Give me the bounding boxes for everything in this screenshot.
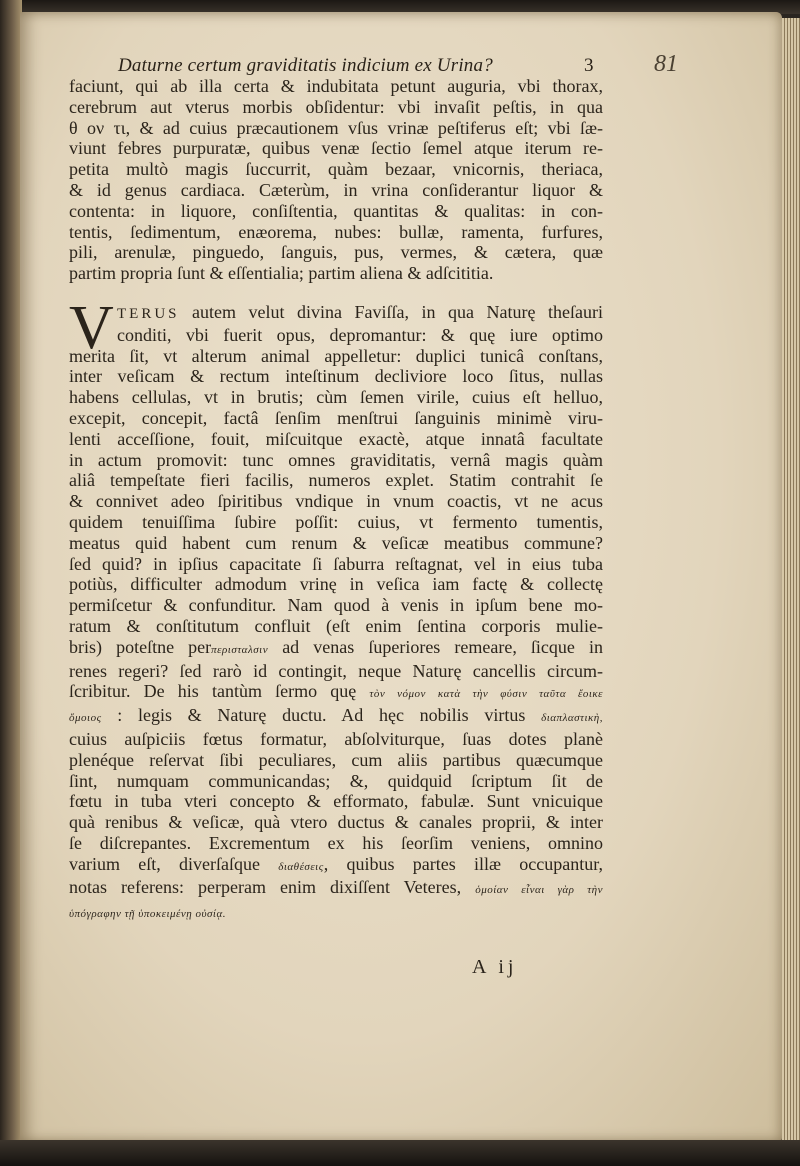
page-number: 3: [584, 55, 594, 76]
text-fragment: autem velut divina Faviſſa, in qua Naturę theſauri: [192, 301, 603, 322]
text-fragment: varium eſt, diverſaſque: [69, 853, 260, 874]
greek-word: ὅμοιος: [69, 712, 102, 725]
text-line: [69, 705, 603, 729]
drop-cap-lines: [69, 302, 603, 346]
text-line: & id genus cardiaca. Cæterùm, in vrina conſiderantur liquor &: [69, 179, 603, 200]
text-line: [69, 901, 603, 925]
text-line: quà renibus & veſicæ, quà vtero ductus & canales proprii, & inter: [69, 812, 603, 833]
text-line: conditi, vbi fuerit opus, depromantur: & quę iure optimo: [117, 324, 603, 345]
text-line: [69, 877, 603, 901]
text-fragment: : legis & Naturę ductu. Ad hęc nobilis virtus: [117, 705, 526, 726]
text-line: ſint, numquam communicandas; &, quidquid ſcriptum ſit de: [69, 770, 603, 791]
greek-phrase: ὁμοίαν εἶναι γὰρ τὴν: [475, 884, 604, 897]
text-line: [69, 637, 603, 661]
drop-cap: V: [69, 293, 114, 362]
small-caps-word: TERUS: [117, 305, 180, 322]
paragraph-1: [69, 76, 603, 284]
greek-phrase: τὸν νόμον κατὰ τὴν φύσιν ταῦτα ἔοικε: [369, 688, 604, 701]
handwritten-folio-number: 81: [654, 51, 678, 77]
text-line: renes regeri? ſed rarò id contingit, neque Naturę cancellis circum-: [69, 660, 603, 681]
text-fragment: ad venas ſuperiores remeare, ſicque in: [282, 636, 604, 657]
text-line: ſed quid? in ipſius capacitate ſi ſaburra reſtagnat, vel in eius tuba: [69, 553, 603, 574]
text-line: cuius auſpiciis fœtus formatur, abſolviturque, ſuas dotes planè: [69, 728, 603, 749]
running-title: Daturne certum graviditatis indicium ex Urina?: [118, 55, 493, 76]
text-line: [117, 302, 603, 325]
text-line: lenti acceſſione, fouit, miſcuitque exactè, atque innatâ facultate: [69, 428, 603, 449]
text-line: petita multò magis ſuccurrit, quàm bezaar, vnicornis, theriaca,: [69, 159, 603, 180]
text-line: habens cellulas, vt in brutis; cùm ſemen virile, cuius eſt helluo,: [69, 387, 603, 408]
greek-phrase: ὑπόγραφην τῇ ὑποκειμένῃ οὐσίᾳ.: [69, 908, 226, 921]
book-spine: [0, 0, 22, 1166]
text-line: [69, 854, 603, 878]
text-fragment: , quibus partes illæ occupantur,: [323, 853, 603, 874]
text-line: in actum promovit: tunc omnes graviditatis, vernâ magis quàm: [69, 449, 603, 470]
text-fragment: bris) poteſtne per: [69, 636, 212, 657]
text-line: permiſcetur & confunditur. Nam quod à venis in ipſum bene mo-: [69, 595, 603, 616]
text-fragment: notas referens: perperam enim dixiſſent Veteres,: [69, 877, 462, 898]
greek-word: περισταλσιν: [211, 643, 269, 656]
text-line: aliâ tempeſtate fieri facilis, numeros explet. Statim contrahit ſe: [69, 470, 603, 491]
text-line: [69, 681, 603, 705]
text-line: merita ſit, vt alterum animal appelletur: duplici tunicâ conſtans,: [69, 345, 603, 366]
text-line: cerebrum aut vterus morbis obſidentur: vbi invaſit peſtis, in qua: [69, 96, 603, 117]
text-line: partim propria ſunt & eſſentialia; partim aliena & adſcititia.: [69, 263, 494, 284]
text-line: pili, arenulæ, pinguedo, ſanguis, pus, vermes, & cætera, quæ: [69, 242, 603, 263]
text-line: fœtu in tuba vteri concepto & efformato, fabulæ. Sunt vnicuique: [69, 791, 603, 812]
text-line: faciunt, qui ab illa certa & indubitata petunt auguria, vbi thorax,: [69, 76, 603, 96]
text-line: quidem tenuiſſima ſubire poſſit: cuius, vt fermento tumentis,: [69, 511, 603, 532]
paragraph-2: [69, 293, 604, 925]
signature-mark: A ij: [472, 956, 518, 978]
text-fragment: ſcribitur. De his tantùm ſermo quę: [69, 681, 357, 702]
text-line: inter veſicam & rectum inteſtinum decliviore loco ſitus, nullas: [69, 366, 603, 387]
text-line: ratum & conſtitutum confluit (eſt enim ſentina corporis mulie-: [69, 615, 603, 636]
page-fore-edge: [782, 18, 800, 1143]
text-line: meatus quid habent cum renum & veſicæ meatibus commune?: [69, 532, 603, 553]
text-line: ſe diſcrepantes. Excrementum ex his ſeorſim veniens, omnino: [69, 832, 603, 853]
scan-bottom-edge: [0, 1140, 800, 1166]
text-line: θ ον τι, & ad cuius præcautionem vſus vrinæ peſtiferus eſt; vbi ſæ-: [69, 117, 603, 138]
text-line: tentis, ſedimentum, enæorema, nubes: bullæ, ramenta, furfures,: [69, 221, 603, 242]
text-line: excepit, concepit, factâ ſenſim menſtrui ſanguinis minimè viru-: [69, 407, 603, 428]
text-line: potiùs, difficulter admodum vrinę in veſica iam factę & collectę: [69, 574, 603, 595]
text-line: viunt febres purpuratæ, quibus venæ ſectio ſemel atque iterum re-: [69, 138, 603, 159]
text-line: plenéque reſervat ſibi peculiares, cum aliis partibus quæcumque: [69, 749, 603, 770]
body-text: [69, 76, 603, 925]
text-line: & connivet adeo ſpiritibus vndique in vnum coactis, vt ne acus: [69, 491, 603, 512]
text-line: contenta: in liquore, conſiſtentia, quantitas & qualitas: in con-: [69, 200, 603, 221]
greek-word: διαπλαστικὴ,: [541, 712, 604, 725]
greek-word: διαθέσεις: [278, 860, 324, 873]
